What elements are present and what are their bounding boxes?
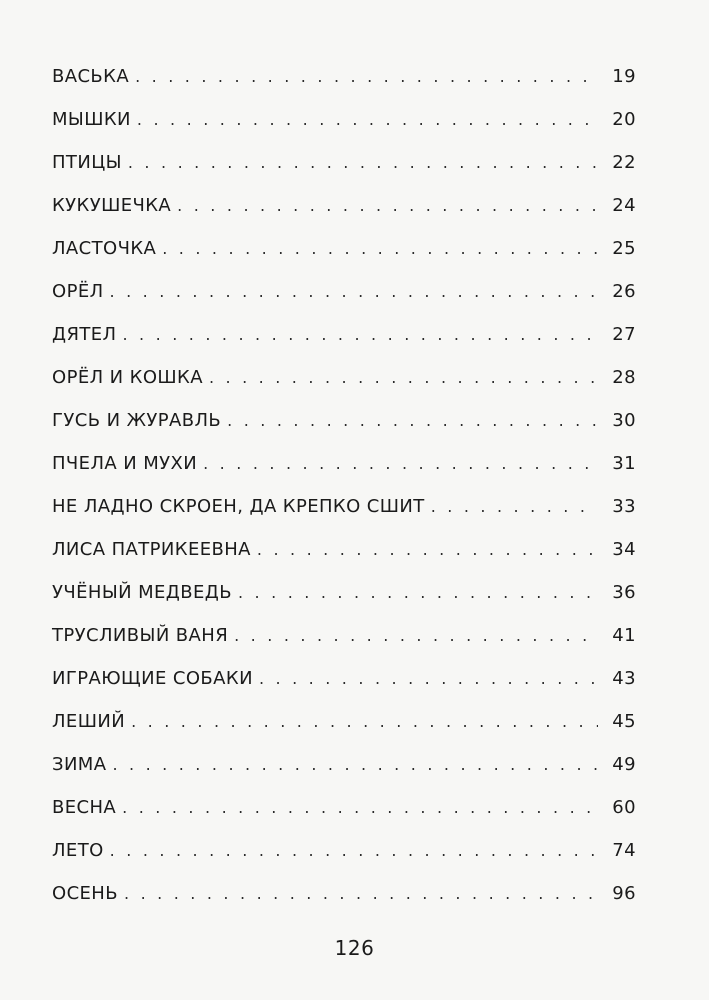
- dot-leader: [112, 755, 598, 774]
- toc-title: ОРЁЛ: [52, 281, 104, 302]
- toc-entry: [52, 496, 636, 539]
- dot-leader: [110, 841, 598, 860]
- toc-page-number: 74: [612, 840, 636, 861]
- toc-page-number: 45: [612, 711, 636, 732]
- dot-leader: [162, 239, 598, 258]
- dot-leader: [110, 282, 598, 301]
- toc-page-number: 30: [612, 410, 636, 431]
- toc-entry: [52, 152, 636, 195]
- dot-leader: [257, 540, 598, 559]
- toc-entry: [52, 109, 636, 152]
- dot-leader: [234, 626, 598, 645]
- toc-entry: [52, 324, 636, 367]
- toc-title: УЧЁНЫЙ МЕДВЕДЬ: [52, 582, 232, 603]
- toc-entry: [52, 281, 636, 324]
- toc-page-number: 36: [612, 582, 636, 603]
- dot-leader: [238, 583, 598, 602]
- toc-page-number: 27: [612, 324, 636, 345]
- dot-leader: [122, 325, 598, 344]
- toc-page-number: 43: [612, 668, 636, 689]
- toc-title: ВЕСНА: [52, 797, 117, 818]
- dot-leader: [431, 497, 598, 516]
- toc-page-number: 22: [612, 152, 636, 173]
- toc-title: ЗИМА: [52, 754, 107, 775]
- toc-title: КУКУШЕЧКА: [52, 195, 172, 216]
- toc-title: НЕ ЛАДНО СКРОЕН, ДА КРЕПКО СШИТ: [52, 496, 425, 517]
- toc-title: ОРЁЛ И КОШКА: [52, 367, 203, 388]
- toc-title: ПЧЕЛА И МУХИ: [52, 453, 198, 474]
- toc-page-number: 19: [612, 66, 636, 87]
- dot-leader: [177, 196, 598, 215]
- toc-page-number: 41: [612, 625, 636, 646]
- dot-leader: [122, 798, 598, 817]
- toc-page-number: 25: [612, 238, 636, 259]
- toc-entry: [52, 625, 636, 668]
- toc-page-number: 24: [612, 195, 636, 216]
- dot-leader: [209, 368, 598, 387]
- dot-leader: [124, 884, 598, 903]
- dot-leader: [128, 153, 598, 172]
- toc-page-number: 60: [612, 797, 636, 818]
- dot-leader: [259, 669, 598, 688]
- toc-page-number: 49: [612, 754, 636, 775]
- toc-title: ВАСЬКА: [52, 66, 130, 87]
- toc-entry: [52, 840, 636, 883]
- toc-title: ОСЕНЬ: [52, 883, 118, 904]
- toc-title: ПТИЦЫ: [52, 152, 122, 173]
- table-of-contents: [52, 66, 636, 926]
- toc-title: ЛЕШИЙ: [52, 711, 126, 732]
- toc-title: ИГРАЮЩИЕ СОБАКИ: [52, 668, 253, 689]
- toc-page-number: 33: [612, 496, 636, 517]
- dot-leader: [203, 454, 598, 473]
- toc-entry: [52, 797, 636, 840]
- toc-title: ДЯТЕЛ: [52, 324, 117, 345]
- toc-page-number: 31: [612, 453, 636, 474]
- toc-entry: [52, 539, 636, 582]
- toc-page-number: 28: [612, 367, 636, 388]
- toc-page-number: 20: [612, 109, 636, 130]
- toc-title: ГУСЬ И ЖУРАВЛЬ: [52, 410, 222, 431]
- toc-title: ЛАСТОЧКА: [52, 238, 157, 259]
- toc-entry: [52, 754, 636, 797]
- toc-title: ЛЕТО: [52, 840, 104, 861]
- dot-leader: [137, 110, 598, 129]
- page-number-footer: 126: [334, 936, 375, 960]
- toc-entry: [52, 883, 636, 926]
- dot-leader: [135, 67, 598, 86]
- toc-entry: [52, 453, 636, 496]
- toc-page-number: 96: [612, 883, 636, 904]
- toc-entry: [52, 668, 636, 711]
- dot-leader: [131, 712, 598, 731]
- dot-leader: [227, 411, 598, 430]
- toc-entry: [52, 711, 636, 754]
- toc-entry: [52, 66, 636, 109]
- toc-entry: [52, 582, 636, 625]
- toc-page-number: 26: [612, 281, 636, 302]
- toc-entry: [52, 367, 636, 410]
- toc-entry: [52, 238, 636, 281]
- toc-title: ТРУСЛИВЫЙ ВАНЯ: [52, 625, 229, 646]
- toc-title: МЫШКИ: [52, 109, 131, 130]
- toc-entry: [52, 410, 636, 453]
- toc-page-number: 34: [612, 539, 636, 560]
- toc-title: ЛИСА ПАТРИКЕЕВНА: [52, 539, 251, 560]
- toc-entry: [52, 195, 636, 238]
